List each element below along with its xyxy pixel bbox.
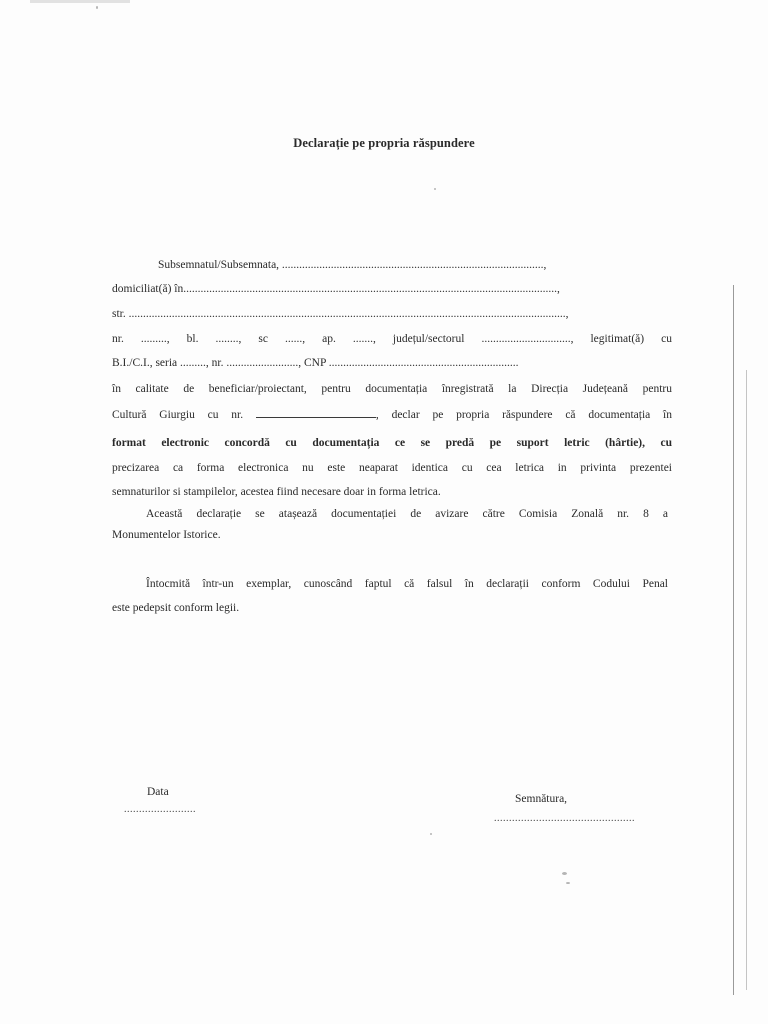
scan-artifact-right-edge — [733, 285, 734, 995]
document-title: Declarație pe propria răspundere — [293, 136, 475, 150]
scan-speck — [430, 833, 432, 835]
scan-speck — [434, 188, 436, 190]
address-details-line: nr. ........., bl. ........, sc ......, ap. ......., județul/sectorul ..............................., legitimat(ă) cu — [112, 333, 672, 345]
scan-artifact-right-edge-faint — [746, 370, 747, 990]
signature-field: ............................................... — [494, 813, 635, 824]
attachment-line: Această declarație se atașează documentației de avizare către Comisia Zonală nr. 8 a — [146, 508, 668, 520]
legal-notice-line: Întocmită într-un exemplar, cunoscând faptul că falsul în declarații conform Codului Penal — [146, 578, 668, 590]
legal-notice-end-line: este pedepsit conform legii. — [112, 602, 240, 614]
street-line: str. ........................................................................................................................................................, — [112, 308, 569, 320]
capacity-line: în calitate de beneficiar/proiectant, pentru documentația înregistrată la Direcția Județeană pentru — [112, 383, 672, 395]
registration-text-start: Cultură Giurgiu cu nr. — [112, 409, 244, 421]
scan-speck — [566, 882, 570, 884]
registration-line — [112, 407, 672, 422]
scan-artifact-top — [30, 0, 130, 3]
registration-text-end: , declar pe propria răspundere că documentația în — [375, 409, 672, 421]
domicile-line: domiciliat(ă) în.................................................................................................................................., — [112, 283, 560, 295]
scan-speck — [96, 6, 98, 9]
id-card-line: B.I./C.I., seria ........., nr. ........................., CNP .................................................................. — [112, 357, 519, 369]
clarification-line: precizarea ca forma electronica nu este neaparat identica cu cea letrica in privinta prezentei — [112, 462, 672, 474]
attachment-end-line: Monumentelor Istorice. — [112, 529, 221, 541]
registration-number-blank — [256, 407, 376, 418]
date-field: ........................ — [124, 804, 196, 815]
scan-speck — [562, 872, 567, 875]
signature-label: Semnătura, — [515, 793, 568, 805]
format-statement-line: format electronic concordă cu documentația ce se predă pe suport letric (hârtie), cu — [112, 437, 672, 449]
clarification-end-line: semnaturilor si stampilelor, acestea fiind necesare doar in forma letrica. — [112, 486, 441, 498]
date-label: Data — [147, 786, 169, 798]
declarant-name-line: Subsemnatul/Subsemnata, ..........................................................................................., — [158, 259, 547, 271]
